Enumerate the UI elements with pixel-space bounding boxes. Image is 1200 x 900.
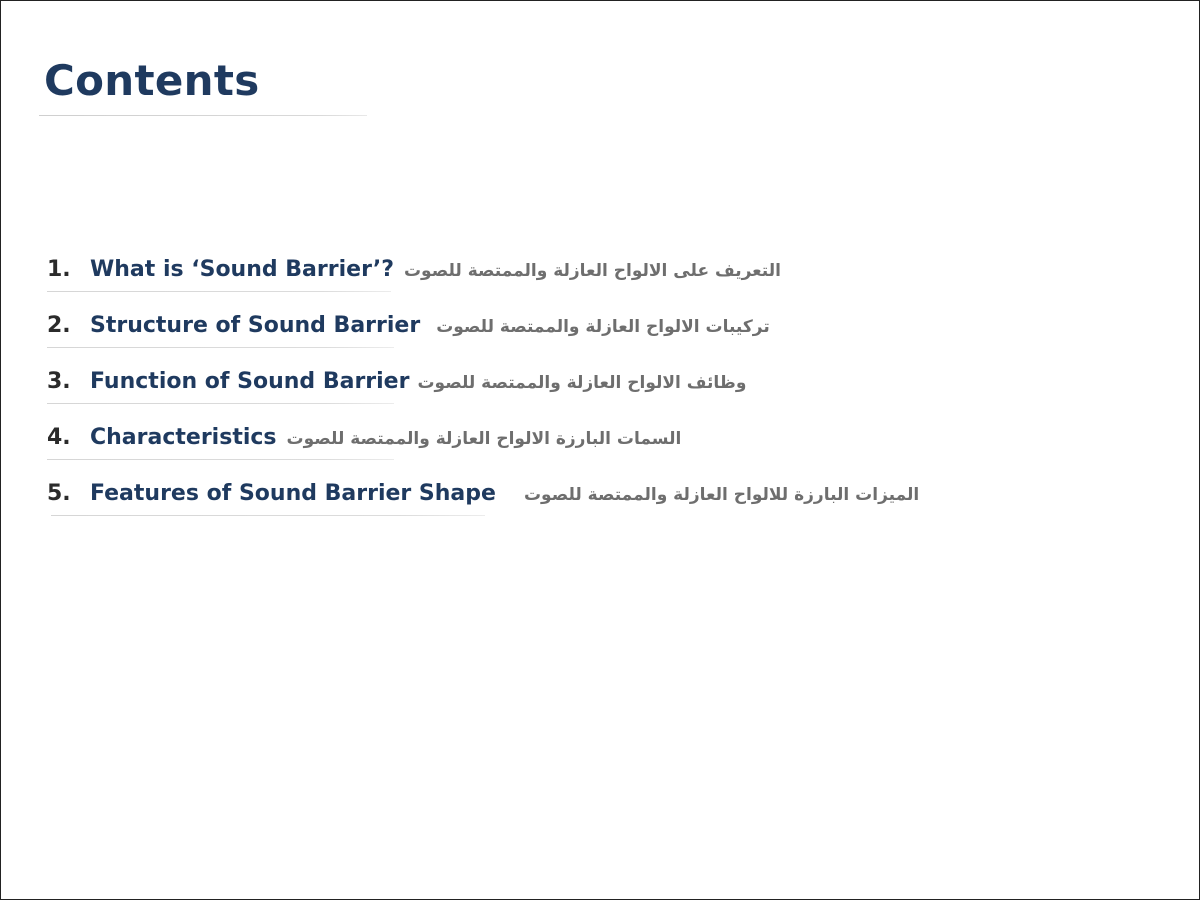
toc-item-number: 3. xyxy=(47,369,71,394)
title-divider xyxy=(39,115,367,116)
toc-item-number: 1. xyxy=(47,257,71,282)
toc-item-arabic: التعريف على الالواح العازلة والممتصة للصوت xyxy=(403,261,781,281)
toc-item-title: Features of Sound Barrier Shape xyxy=(90,481,496,506)
toc-item-number: 2. xyxy=(47,313,71,338)
toc-item-title: What is ‘Sound Barrier’? xyxy=(90,257,394,282)
toc-item-1[interactable] xyxy=(47,255,781,289)
toc-item-title: Structure of Sound Barrier xyxy=(90,313,421,338)
toc-item-divider xyxy=(51,515,485,516)
toc-item-divider xyxy=(47,347,394,348)
toc-item-2[interactable] xyxy=(47,311,770,345)
toc-item-5[interactable] xyxy=(47,479,919,513)
toc-item-divider xyxy=(47,291,391,292)
toc-item-divider xyxy=(47,403,394,404)
toc-item-arabic: الميزات البارزة للالواح العازلة والممتصة للصوت xyxy=(523,485,920,505)
toc-item-arabic: تركيبات الالواح العازلة والممتصة للصوت xyxy=(436,317,770,337)
toc-item-title: Function of Sound Barrier xyxy=(90,369,410,394)
toc-item-divider xyxy=(47,459,394,460)
toc-item-3[interactable] xyxy=(47,367,746,401)
page-title: Contents xyxy=(44,56,260,105)
toc-item-arabic: السمات البارزة الالواح العازلة والممتصة للصوت xyxy=(286,429,682,449)
toc-item-title: Characteristics xyxy=(90,425,277,450)
toc-item-number: 4. xyxy=(47,425,71,450)
toc-item-number: 5. xyxy=(47,481,71,506)
toc-item-arabic: وظائف الالواح العازلة والممتصة للصوت xyxy=(417,373,747,393)
toc-item-4[interactable] xyxy=(47,423,681,457)
